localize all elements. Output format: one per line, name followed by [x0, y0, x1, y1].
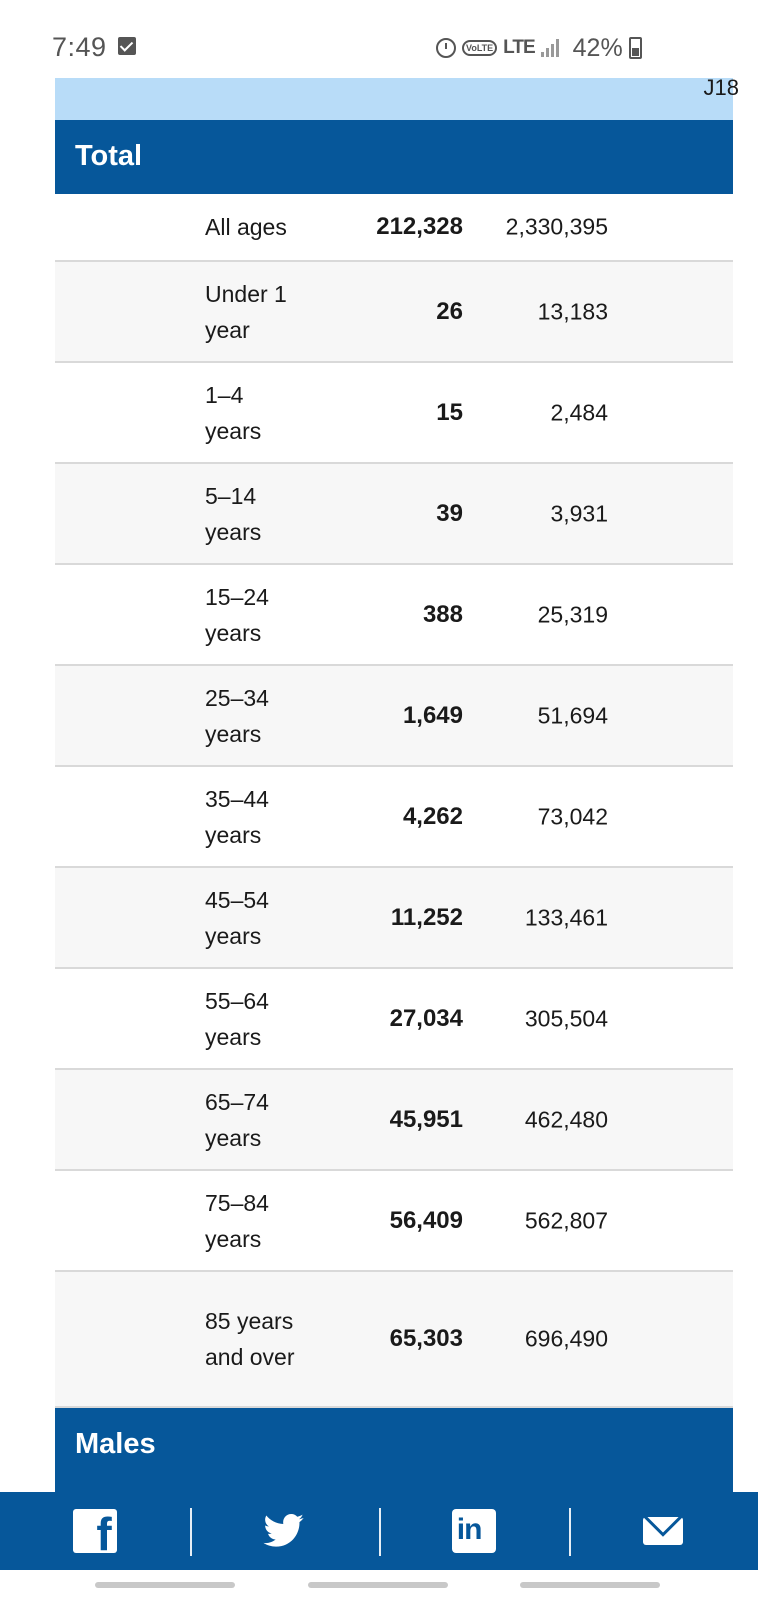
deaths-count: 45,951: [389, 1105, 463, 1133]
age-group: 65–74 years: [205, 1088, 269, 1151]
age-group: 25–34 years: [205, 684, 269, 747]
gesture-pill-left: [95, 1582, 235, 1588]
deaths-count: 11,252: [390, 903, 463, 931]
deaths-count: 39: [436, 499, 463, 527]
gesture-bar: [0, 1570, 758, 1600]
battery-percent: 42%: [572, 33, 623, 62]
share-bar: [0, 1492, 758, 1570]
checkbox-notification-icon: [118, 37, 136, 55]
share-facebook-button[interactable]: [0, 1492, 190, 1570]
population-count: 305,504: [524, 1005, 608, 1031]
linkedin-icon: in: [452, 1509, 496, 1553]
table-row: [55, 1171, 733, 1272]
deaths-count: 4,262: [402, 802, 463, 830]
volte-icon: VoLTE: [462, 40, 497, 56]
share-email-button[interactable]: [569, 1492, 758, 1570]
section-header-total: [55, 120, 733, 194]
gesture-pill-center: [308, 1582, 448, 1588]
share-twitter-button[interactable]: [190, 1492, 380, 1570]
table-row: [55, 969, 733, 1070]
population-count: 462,480: [524, 1106, 608, 1132]
age-group: 15–24 years: [205, 583, 269, 646]
battery-icon: [629, 37, 642, 59]
age-group: 85 years and over: [205, 1308, 295, 1370]
age-group: 35–44 years: [205, 785, 269, 848]
population-count: 562,807: [524, 1207, 608, 1233]
mail-icon: [643, 1517, 683, 1545]
deaths-count: 56,409: [389, 1206, 463, 1234]
age-group: 75–84 years: [205, 1189, 269, 1252]
age-group: Under 1 year: [205, 280, 287, 343]
table-row: [55, 1070, 733, 1171]
table-row: [55, 868, 733, 969]
section-title: Males: [75, 1428, 156, 1460]
population-count: 2,330,395: [505, 213, 608, 240]
population-count: 696,490: [524, 1325, 608, 1352]
share-linkedin-button[interactable]: [379, 1492, 569, 1570]
age-group: 55–64 years: [205, 987, 269, 1050]
status-indicators: [436, 34, 642, 62]
status-bar: [0, 0, 758, 78]
table-header-band: [55, 75, 739, 120]
deaths-count: 65,303: [389, 1325, 463, 1352]
table-row: [55, 666, 733, 767]
population-count: 3,931: [550, 500, 608, 526]
deaths-count: 26: [436, 297, 463, 325]
table-row: [55, 363, 733, 464]
signal-icon: [541, 39, 559, 57]
gesture-pill-right: [520, 1582, 660, 1588]
age-group: 45–54 years: [205, 886, 269, 949]
deaths-count: 27,034: [389, 1004, 463, 1032]
alarm-icon: [436, 38, 456, 58]
population-count: 2,484: [550, 399, 608, 425]
age-group: 1–4 years: [205, 381, 262, 444]
column-header-label: J18: [703, 75, 739, 100]
section-title: Total: [75, 140, 143, 172]
table-row: [55, 262, 733, 363]
twitter-icon: [263, 1514, 305, 1548]
deaths-count: 15: [436, 398, 463, 426]
age-group: All ages: [205, 214, 287, 240]
section-header-males: [55, 1408, 733, 1492]
deaths-count: 388: [422, 600, 463, 628]
table-row: [55, 464, 733, 565]
population-count: 25,319: [537, 601, 608, 627]
data-table[interactable]: [55, 75, 739, 1492]
status-time: 7:49: [52, 32, 107, 62]
deaths-count: 1,649: [402, 701, 463, 729]
age-group: 5–14 years: [205, 482, 262, 545]
facebook-icon: f: [73, 1509, 117, 1553]
table-row: [55, 565, 733, 666]
table-row: [55, 194, 733, 262]
table-row: [55, 1272, 733, 1408]
network-type: LTE: [503, 37, 535, 58]
table-row: [55, 767, 733, 868]
population-count: 51,694: [537, 702, 608, 728]
population-count: 13,183: [537, 298, 608, 324]
population-count: 73,042: [537, 803, 608, 829]
deaths-count: 212,328: [376, 213, 463, 240]
population-count: 133,461: [524, 904, 608, 930]
